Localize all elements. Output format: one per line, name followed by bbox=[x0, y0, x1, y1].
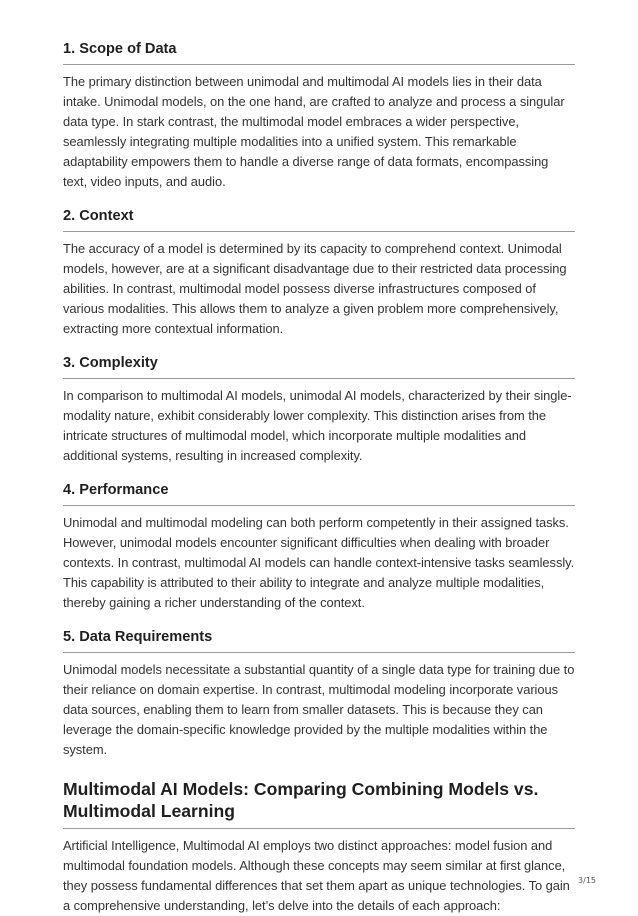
section-heading: 5. Data Requirements bbox=[63, 628, 575, 653]
page-number: 3/15 bbox=[578, 876, 596, 885]
section-complexity bbox=[63, 354, 575, 466]
section-scope-of-data bbox=[63, 40, 575, 192]
section-multimodal-comparison bbox=[63, 778, 575, 916]
section-paragraph: The primary distinction between unimodal and multimodal AI models lies in their data intake. Unimodal models, on the one hand, are crafted to analyze and process a singular data type. In stark contrast, the multimodal model embraces a wider perspective, seamlessly integrating multiple modalities into a unified system. This remarkable adaptability empowers them to handle a diverse range of data formats, encompassing text, video inputs, and audio. bbox=[63, 74, 565, 189]
section-heading: 3. Complexity bbox=[63, 354, 575, 379]
section-paragraph: Unimodal and multimodal modeling can both perform competently in their assigned tasks. However, unimodal models encounter significant difficulties when dealing with broader contexts. In contrast, multimodal AI models can handle context-intensive tasks seamlessly. This capability is attributed to their ability to integrate and analyze multiple modalities, thereby gaining a richer understanding of the context. bbox=[63, 515, 575, 610]
document-page bbox=[63, 40, 575, 916]
section-paragraph: In comparison to multimodal AI models, unimodal AI models, characterized by their single-modality nature, exhibit considerably lower complexity. This distinction arises from the intricate structures of multimodal model, which incorporate multiple modalities and additional systems, resulting in increased complexity. bbox=[63, 388, 572, 463]
section-data-requirements bbox=[63, 628, 575, 760]
major-paragraph: Artificial Intelligence, Multimodal AI employs two distinct approaches: model fusion and multimodal foundation models. Although these concepts may seem similar at first glance, they possess fundamental differences that set them apart as unique technologies. To gain a comprehensive understanding, let’s delve into the details of each approach: bbox=[63, 838, 570, 913]
section-performance bbox=[63, 481, 575, 613]
section-heading: 4. Performance bbox=[63, 481, 575, 506]
section-paragraph: Unimodal models necessitate a substantial quantity of a single data type for training due to their reliance on domain expertise. In contrast, multimodal modeling incorporate various data sources, enabling them to learn from smaller datasets. This is because they can leverage the domain-specific knowledge provided by the multiple modalities within the system. bbox=[63, 662, 575, 757]
section-heading: 1. Scope of Data bbox=[63, 40, 575, 65]
section-context bbox=[63, 207, 575, 339]
major-heading: Multimodal AI Models: Comparing Combining Models vs. Multimodal Learning bbox=[63, 778, 575, 829]
section-paragraph: The accuracy of a model is determined by its capacity to comprehend context. Unimodal models, however, are at a significant disadvantage due to their restricted data processing abilities. In contrast, multimodal model possess diverse infrastructures composed of various modalities. This allows them to analyze a given problem more comprehensively, extracting more contextual information. bbox=[63, 241, 567, 336]
section-heading: 2. Context bbox=[63, 207, 575, 232]
